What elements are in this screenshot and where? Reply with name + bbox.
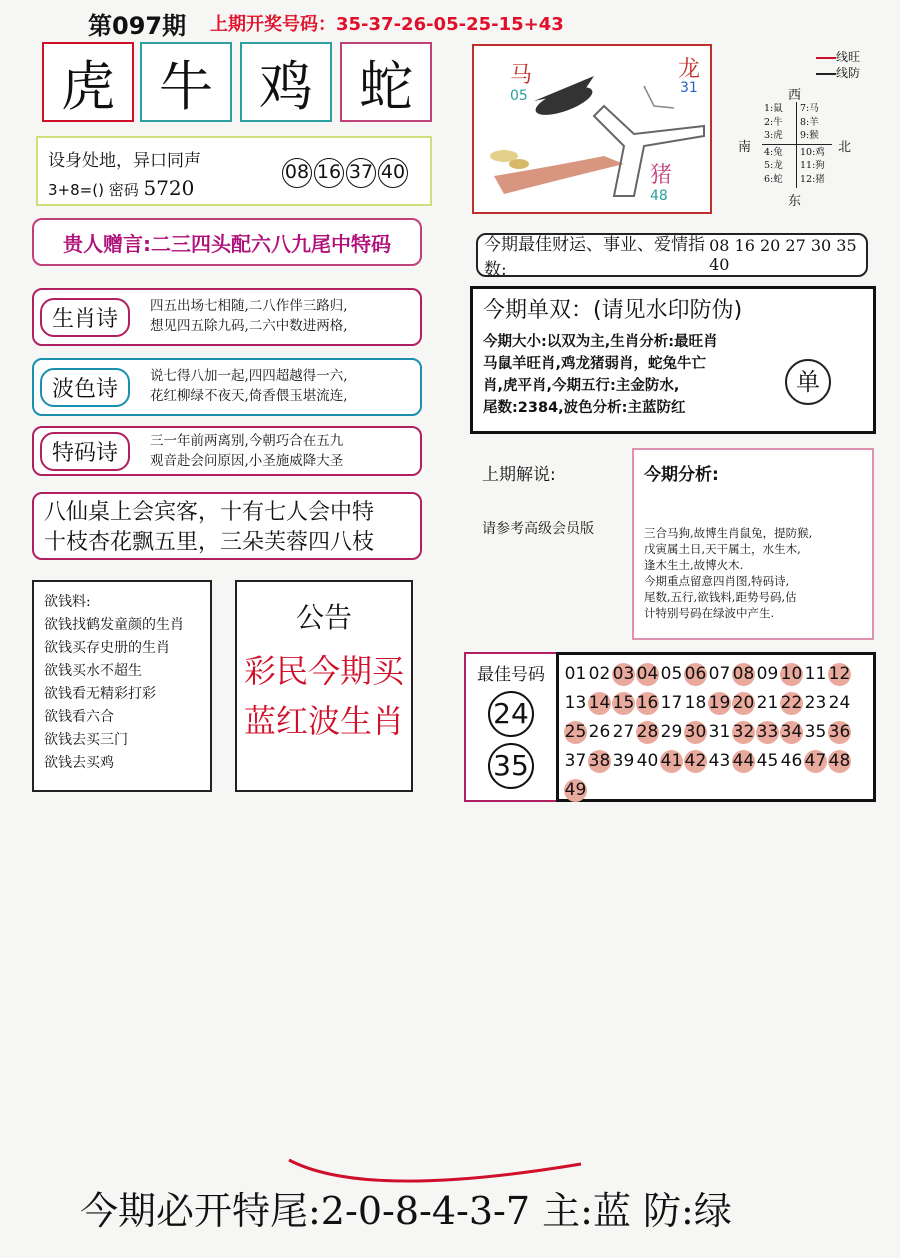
watermark-stamp [785, 359, 831, 405]
poem-line: 说七得八加一起,四四超越得一六, [150, 368, 348, 384]
best-label: 最佳号码 [477, 665, 545, 685]
zodiac-box: 牛 [140, 42, 232, 122]
footer-tail-numbers: 今期必开特尾:2-0-8-4-3-7 主:蓝 防:绿 [80, 1189, 732, 1233]
legend-guard-label: 线防 [836, 66, 861, 80]
money-items [44, 614, 200, 775]
grid-number: 18 [684, 693, 707, 713]
picture-tl-number: 05 [510, 88, 528, 104]
grid-number: 22 [780, 693, 803, 713]
best-numbers-panel [464, 652, 558, 802]
compass-zodiac: 11:狗 [800, 160, 825, 171]
grid-number: 12 [828, 664, 851, 684]
grid-number: 04 [636, 664, 659, 684]
grid-number: 31 [708, 722, 731, 742]
picture-bottom-label: 猪 [650, 163, 673, 188]
best-number-1-text: 24 [493, 697, 529, 730]
analysis-line: 计特别号码在绿波中产生. [644, 606, 775, 620]
odd-even-line: 尾数:2384,波色分析:主蓝防红 [483, 400, 686, 416]
previous-result: 上期开奖号码：35-37-26-05-25-15+43 [210, 14, 564, 35]
notice-line2: 蓝红波生肖 [243, 702, 404, 740]
money-item: 欲钱找鹤发童颜的生肖 [44, 617, 184, 633]
fortune-panel [476, 233, 868, 280]
poem-text [150, 296, 348, 336]
riddle-number: 16 [314, 158, 344, 188]
grid-number: 44 [732, 751, 755, 771]
compass-grid [762, 102, 832, 188]
grid-number: 06 [684, 664, 707, 684]
zodiac-picture [472, 44, 712, 214]
odd-even-line: 肖,虎平肖,今期五行:主金防水, [483, 378, 680, 394]
compass-zodiac: 7:马 [800, 103, 819, 114]
poem-line: 四五出场七相随,二八作伴三路归, [150, 298, 348, 314]
watermark-char: 单 [796, 368, 820, 396]
verse-panel [32, 492, 422, 560]
grid-number: 20 [732, 693, 755, 713]
analysis-title: 今期分析: [644, 465, 719, 485]
compass-zodiac: 10:鸡 [800, 146, 825, 158]
analysis-line: 尾数,五行,欲钱料,距势号码,估 [644, 590, 797, 604]
grid-number: 38 [588, 751, 611, 771]
analysis-line: 戊寅属土日,天干属土，水生木, [644, 542, 801, 556]
money-item: 欲钱去买鸡 [44, 755, 114, 771]
money-panel [32, 580, 212, 792]
money-item: 欲钱去买三门 [44, 732, 128, 748]
number-grid-panel [556, 652, 876, 802]
grid-number: 41 [660, 751, 683, 771]
grid-number: 09 [756, 664, 779, 684]
grid-number: 33 [756, 722, 779, 742]
odd-even-line: 今期大小:以双为主,生肖分析:最旺肖 [483, 334, 718, 350]
number-grid [564, 663, 868, 802]
grid-number: 30 [684, 722, 707, 742]
grid-number: 24 [828, 693, 851, 713]
verse-line1: 八仙桌上会宾客，十有七人会中特 [44, 500, 375, 525]
poem-line: 三一年前两离别,今朝巧合在五九 [150, 433, 344, 449]
gift-panel [32, 218, 422, 266]
money-item: 欲钱看无精彩打彩 [44, 686, 156, 702]
picture-tr-number: 31 [680, 80, 698, 96]
compass-zodiac: 4:兔 [764, 146, 783, 158]
grid-number: 34 [780, 722, 803, 742]
grid-number: 01 [564, 664, 587, 684]
grid-number: 28 [636, 722, 659, 742]
compass-zodiac: 9:猴 [800, 130, 819, 141]
grid-number: 07 [708, 664, 731, 684]
grid-number: 10 [780, 664, 803, 684]
grid-number: 21 [756, 693, 779, 713]
compass-left-list [762, 102, 796, 186]
analysis-panel [632, 448, 874, 640]
notice-title: 公告 [295, 601, 352, 634]
grid-number: 26 [588, 722, 611, 742]
grid-number: 16 [636, 693, 659, 713]
riddle-number: 37 [346, 158, 376, 188]
grid-number: 48 [828, 751, 851, 771]
grid-number: 11 [804, 664, 827, 684]
grid-number: 27 [612, 722, 635, 742]
compass-zodiac: 5:龙 [764, 160, 783, 171]
grid-number: 36 [828, 722, 851, 742]
compass-west: 西 [788, 88, 802, 103]
best-number-2 [488, 743, 534, 789]
grid-number: 40 [636, 751, 659, 771]
grid-number: 47 [804, 751, 827, 771]
analysis-line: 今期重点留意四肖图,特码诗, [644, 574, 790, 588]
picture-tr-label: 龙 [678, 57, 701, 82]
grid-number: 23 [804, 693, 827, 713]
money-item: 欲钱买存史册的生肖 [44, 640, 170, 656]
poem-panel [32, 358, 422, 416]
poem-label: 特码诗 [40, 432, 130, 471]
notice-line1: 彩民今期买 [243, 652, 404, 690]
grid-number: 42 [684, 751, 707, 771]
grid-number: 32 [732, 722, 755, 742]
riddle-panel [36, 136, 432, 206]
legend-guard [816, 64, 860, 81]
poem-panel [32, 288, 422, 346]
poem-line: 花红柳绿不夜天,倚香偎玉堪流连, [150, 388, 348, 404]
poem-panel [32, 426, 422, 476]
zodiac-box: 蛇 [340, 42, 432, 122]
compass-right-list [798, 102, 832, 186]
compass-north: 北 [838, 140, 852, 155]
fortune-numbers: 08 16 20 27 30 35 40 [709, 236, 857, 274]
issue-number: 第097期 [88, 12, 187, 40]
grid-number: 39 [612, 751, 635, 771]
zodiac-box: 鸡 [240, 42, 332, 122]
grid-number: 29 [660, 722, 683, 742]
grid-number: 13 [564, 693, 587, 713]
zodiac-box: 虎 [42, 42, 134, 122]
analysis-lines [644, 525, 862, 621]
poem-line: 想见四五除九码,二六中数进两格, [150, 318, 348, 334]
analysis-line: 逢木生土,故博火木. [644, 558, 744, 572]
grid-number: 25 [564, 722, 587, 742]
compass-east: 东 [788, 194, 802, 209]
riddle-number: 08 [282, 158, 312, 188]
fortune-label: 今期最佳财运、事业、爱情指数: [484, 235, 705, 280]
compass-zodiac: 1:鼠 [764, 103, 783, 114]
poem-text [150, 366, 348, 406]
grid-number: 43 [708, 751, 731, 771]
grid-number: 35 [804, 722, 827, 742]
money-item: 欲钱买水不超生 [44, 663, 142, 679]
riddle-code: 5720 [143, 176, 195, 200]
grid-number: 15 [612, 693, 635, 713]
last-period-text: 请参考高级会员版 [482, 521, 594, 537]
legend-prosper [816, 48, 860, 65]
poem-text [150, 431, 343, 471]
poem-line: 观音赴会问原因,小圣施威降大圣 [150, 453, 344, 469]
compass-zodiac: 2:牛 [764, 116, 783, 128]
verse-line2: 十枝杏花飘五里，三朵芙蓉四八枝 [44, 530, 375, 555]
best-number-2-text: 35 [493, 749, 529, 782]
legend-prosper-label: 线旺 [836, 50, 861, 64]
riddle-numbers [282, 158, 410, 188]
riddle-equation: 3+8=() 密码 [48, 181, 139, 199]
notice-panel [235, 580, 413, 792]
grid-number: 08 [732, 664, 755, 684]
grid-number: 45 [756, 751, 779, 771]
compass-zodiac: 12:猪 [800, 173, 825, 185]
compass-zodiac: 3:虎 [764, 130, 783, 141]
picture-tl-label: 马 [510, 63, 533, 88]
analysis-line: 三合马狗,故博生肖鼠兔，提防猴, [644, 526, 813, 540]
compass-zodiac: 6:蛇 [764, 173, 783, 185]
riddle-line2 [48, 176, 194, 200]
grid-number: 03 [612, 664, 635, 684]
grid-number: 17 [660, 693, 683, 713]
grid-number: 14 [588, 693, 611, 713]
last-period-title: 上期解说: [482, 465, 556, 485]
grid-number: 37 [564, 751, 587, 771]
money-title: 欲钱料: [44, 594, 91, 610]
grid-number: 19 [708, 693, 731, 713]
grid-number: 46 [780, 751, 803, 771]
grid-number: 05 [660, 664, 683, 684]
best-number-1 [488, 691, 534, 737]
poem-label: 波色诗 [40, 368, 130, 407]
odd-even-panel [470, 286, 876, 434]
riddle-line1: 设身处地，异口同声 [48, 151, 201, 171]
money-item: 欲钱看六合 [44, 709, 114, 725]
grid-number: 02 [588, 664, 611, 684]
riddle-number: 40 [378, 158, 408, 188]
grid-number: 49 [564, 780, 587, 800]
compass-south: 南 [738, 140, 752, 155]
picture-bottom-number: 48 [650, 188, 668, 204]
poem-label: 生肖诗 [40, 298, 130, 337]
compass-panel [736, 44, 886, 214]
odd-even-line: 马鼠羊旺肖,鸡龙猪弱肖，蛇兔牛亡 [483, 356, 707, 372]
gift-text: 贵人赠言:二三四头配六八九尾中特码 [63, 231, 391, 256]
odd-even-title: 今期单双：(请见水印防伪) [483, 298, 743, 323]
compass-zodiac: 8:羊 [800, 116, 819, 128]
